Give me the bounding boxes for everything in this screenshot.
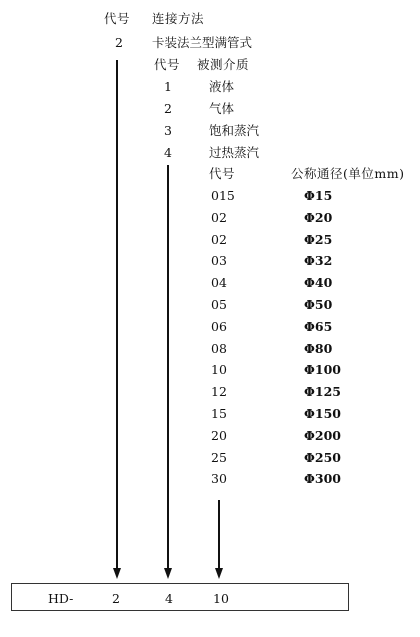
- diameter-row-code: 08: [211, 340, 227, 356]
- diameter-row-value: Φ40: [304, 275, 333, 291]
- diameter-row-value: Φ125: [304, 384, 341, 400]
- model-connection-code: 2: [112, 591, 120, 606]
- connection-arrow-line: [116, 60, 118, 570]
- medium-row-name: 液体: [209, 79, 235, 94]
- medium-row-code: 1: [164, 79, 172, 94]
- diameter-row-value: Φ65: [304, 318, 333, 334]
- connection-code: 2: [115, 35, 123, 50]
- diameter-row-code: 30: [211, 471, 227, 487]
- diameter-row-value: Φ250: [304, 449, 341, 465]
- diameter-row-value: Φ25: [304, 231, 333, 247]
- diameter-arrow-head: [215, 568, 223, 579]
- diameter-row-value: Φ50: [304, 297, 333, 312]
- diameter-code-header: 代号: [209, 166, 236, 181]
- model-prefix: HD-: [48, 591, 74, 606]
- model-diameter-code: 10: [213, 591, 229, 606]
- model-medium-code: 4: [165, 591, 173, 606]
- diameter-row-code: 02: [211, 209, 227, 225]
- medium-row-name: 饱和蒸汽: [209, 123, 260, 138]
- medium-row-code: 3: [164, 123, 172, 138]
- diameter-row-value: Φ80: [304, 340, 333, 356]
- medium-row-name: 过热蒸汽: [209, 145, 260, 160]
- diameter-row-value: Φ32: [304, 253, 333, 269]
- connection-name-header: 连接方法: [152, 11, 205, 26]
- medium-arrow-line: [167, 165, 169, 570]
- diameter-row-code: 02: [211, 231, 227, 247]
- diameter-row-code: 06: [211, 318, 227, 334]
- diameter-name-header: 公称通径(单位mm): [291, 166, 405, 181]
- diameter-arrow-line: [218, 500, 220, 570]
- connection-code-header: 代号: [104, 11, 131, 26]
- medium-row-code: 4: [164, 145, 172, 160]
- diameter-row-code: 03: [211, 253, 227, 269]
- diameter-row-code: 10: [211, 362, 227, 378]
- connection-name: 卡装法兰型满管式: [152, 35, 253, 50]
- diameter-row-code: 12: [211, 384, 227, 400]
- medium-row-code: 2: [164, 101, 172, 116]
- diameter-row-value: Φ150: [304, 406, 341, 421]
- diameter-row-value: Φ15: [304, 188, 333, 203]
- diameter-row-value: Φ100: [304, 362, 341, 378]
- diameter-row-code: 04: [211, 275, 227, 291]
- diameter-row-code: 20: [211, 427, 227, 443]
- diameter-row-code: 25: [211, 449, 227, 465]
- medium-code-header: 代号: [154, 57, 181, 72]
- diameter-row-value: Φ300: [304, 471, 341, 487]
- diameter-row-code: 015: [211, 188, 235, 203]
- diameter-row-code: 05: [211, 297, 227, 312]
- diameter-row-code: 15: [211, 406, 227, 421]
- medium-arrow-head: [164, 568, 172, 579]
- medium-name-header: 被测介质: [197, 57, 250, 72]
- medium-row-name: 气体: [209, 101, 235, 116]
- diameter-row-value: Φ200: [304, 427, 341, 443]
- diameter-row-value: Φ20: [304, 209, 333, 225]
- connection-arrow-head: [113, 568, 121, 579]
